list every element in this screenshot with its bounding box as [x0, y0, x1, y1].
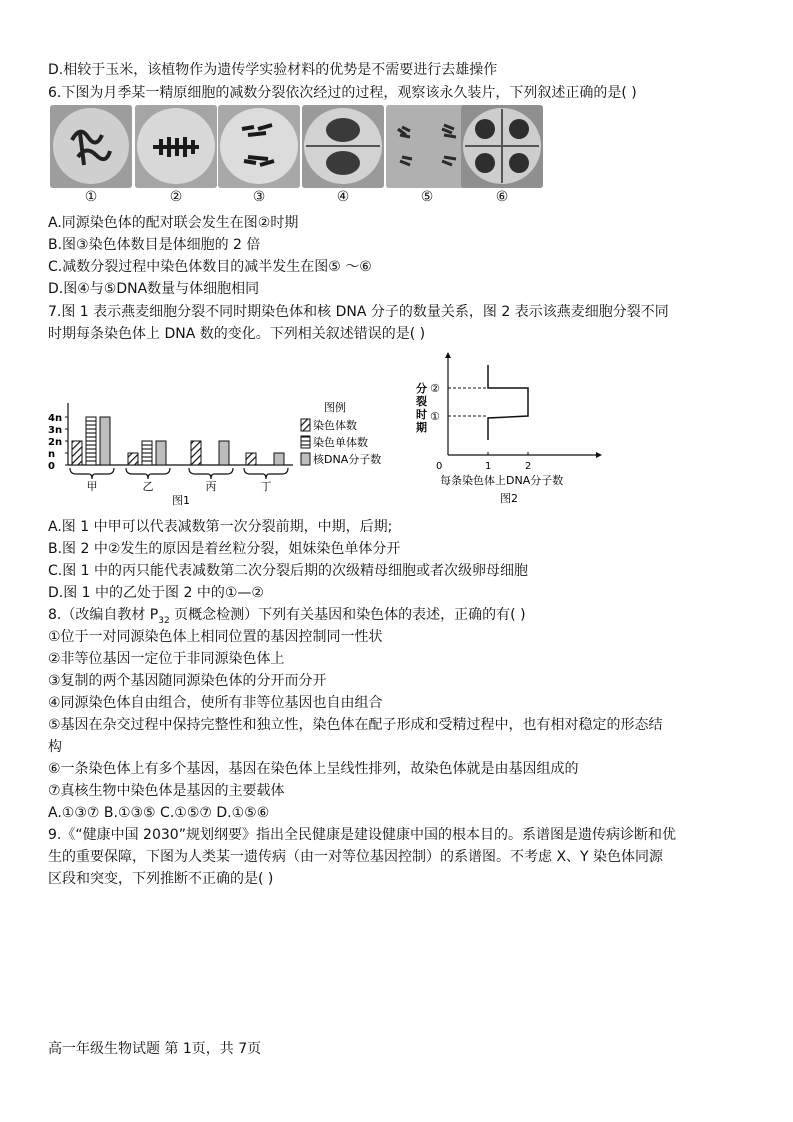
q8-statement-7: ⑦真核生物中染色体是基因的主要载体 [48, 783, 285, 799]
meiosis-photos [50, 105, 543, 188]
q6-option-a: A.同源染色体的配对联会发生在图②时期 [48, 215, 299, 231]
q8-stem: 8.（改编自教材 $P_{32}$ 页概念检测）下列有关基因和染色体的表述，正确的有( ) [48, 607, 526, 626]
figure-2-chart [410, 350, 610, 505]
marker-1: ① [430, 410, 440, 423]
dna-step-line [488, 365, 528, 440]
q5-option-d: D.相较于玉米，该植物作为遗传学实验材料的优势是不需要进行去雄操作 [48, 62, 498, 78]
q8-statement-6: ⑥一条染色体上有多个基因，基因在染色体上呈线性排列，故染色体就是由基因组成的 [48, 761, 579, 777]
y-axis-arrow [445, 352, 451, 358]
bar-核DNA分子数-丙 [219, 441, 229, 465]
legend-swatch [301, 453, 310, 465]
legend-title: 图例 [324, 401, 346, 414]
q9-stem-line1: 9.《“健康中国 2030”规划纲要》指出全民健康是建设健康中国的根本目的。系谱图是遗传病诊断和优 [48, 827, 676, 843]
legend-label: 染色体数 [313, 419, 357, 432]
y-axis-label-char: 裂 [416, 395, 427, 408]
bar-染色体数-丙 [191, 441, 201, 465]
q8-statement-2: ②非等位基因一定位于非同源染色体上 [48, 651, 285, 667]
bar-染色单体数-乙 [142, 441, 152, 465]
figure-1-caption: 图1 [172, 494, 190, 507]
x-axis-label: 每条染色体上DNA分子数 [440, 474, 564, 487]
x-tick-label: 2 [525, 461, 532, 472]
q6-option-d: D.图④与⑤DNA数量与体细胞相同 [48, 281, 260, 297]
q7-option-c: C.图 1 中的丙只能代表减数第二次分裂后期的次级精母细胞或者次级卵母细胞 [48, 563, 529, 579]
q9-stem-line2: 生的重要保障，下图为人类某一遗传病（由一对等位基因控制）的系谱图。不考虑 X、Y 染色体同源 [48, 849, 664, 865]
q7-stem-line2: 时期每条染色体上 DNA 数的变化。下列相关叙述错误的是( ) [48, 326, 426, 342]
group-brace [189, 468, 233, 479]
q7-stem-line1: 7.图 1 表示燕麦细胞分裂不同时期染色体和核 DNA 分子的数量关系，图 2 表示该燕麦细胞分裂不同 [48, 304, 669, 320]
group-brace [126, 468, 170, 479]
y-tick-label: 0 [48, 461, 55, 472]
group-label: 乙 [142, 480, 154, 493]
bar-核DNA分子数-甲 [100, 417, 110, 465]
group-label: 丁 [260, 480, 272, 493]
y-tick-label: 2n [48, 437, 63, 448]
photo-3 [218, 105, 300, 188]
q7-option-b: B.图 2 中②发生的原因是着丝粒分裂，姐妹染色单体分开 [48, 541, 401, 557]
q8-statement-5b: 构 [48, 739, 62, 755]
figure-1 [48, 395, 408, 510]
legend-label: 染色单体数 [313, 436, 368, 449]
marker-2: ② [430, 382, 440, 395]
q8-statement-3: ③复制的两个基因随同源染色体的分开而分开 [48, 673, 327, 689]
legend-label: 核DNA分子数 [313, 453, 382, 466]
photo-5 [386, 105, 468, 188]
bar-核DNA分子数-乙 [156, 441, 166, 465]
group-brace [70, 468, 114, 479]
figure-1-chart [48, 395, 408, 510]
q6-option-c: C.减数分裂过程中染色体数目的减半发生在图⑤ ～⑥ [48, 259, 372, 275]
group-label: 甲 [86, 480, 98, 493]
bar-染色体数-丁 [246, 453, 256, 465]
bar-染色单体数-甲 [86, 417, 96, 465]
q8-statement-5a: ⑤基因在杂交过程中保持完整性和独立性，染色体在配子形成和受精过程中，也有相对稳定的形态结 [48, 717, 663, 733]
q8-options: A.①③⑦ B.①③⑤ C.①⑤⑦ D.①⑤⑥ [48, 805, 270, 821]
bar-核DNA分子数-丁 [274, 453, 284, 465]
q7-option-d: D.图 1 中的乙处于图 2 中的①—② [48, 585, 264, 601]
legend-swatch [301, 419, 310, 431]
q8-statement-4: ④同源染色体自由组合，使所有非等位基因也自由组合 [48, 695, 383, 711]
bar-染色体数-甲 [72, 441, 82, 465]
photo-label-3: ③ [252, 189, 266, 205]
y-axis-label-char: 时 [416, 408, 427, 421]
q9-stem-line3: 区段和突变，下列推断不正确的是( ) [48, 871, 274, 887]
photo-label-2: ② [169, 189, 183, 205]
group-label: 丙 [205, 480, 217, 493]
y-tick-label: 4n [48, 413, 63, 424]
x-tick-label: 1 [485, 461, 492, 472]
y-tick-label: n [48, 449, 56, 460]
y-axis-label-char: 期 [416, 421, 427, 434]
x-axis-arrow [596, 452, 602, 458]
page-footer: 高一年级生物试题 第 1页，共 7页 [48, 1041, 262, 1057]
photo-6 [461, 105, 543, 188]
photo-label-4: ④ [336, 189, 350, 205]
q6-stem: 6.下图为月季某一精原细胞的减数分裂依次经过的过程，观察该永久装片，下列叙述正确的是( ) [48, 85, 637, 101]
q8-statement-1: ①位于一对同源染色体上相同位置的基因控制同一性状 [48, 629, 383, 645]
figure-2-caption: 图2 [500, 492, 518, 505]
y-axis-label-char: 分 [416, 382, 427, 395]
figure-2 [410, 350, 610, 505]
x-tick-label: 0 [436, 461, 443, 472]
legend-swatch [301, 436, 310, 448]
photo-2 [135, 105, 217, 188]
q6-option-b: B.图③染色体数目是体细胞的 2 倍 [48, 237, 261, 253]
photo-label-5: ⑤ [420, 189, 434, 205]
photo-4 [302, 105, 384, 188]
q7-option-a: A.图 1 中甲可以代表减数第一次分裂前期，中期，后期; [48, 519, 393, 535]
bar-染色体数-乙 [128, 453, 138, 465]
photo-label-6: ⑥ [495, 189, 509, 205]
group-brace [244, 468, 288, 479]
photo-label-1: ① [84, 189, 98, 205]
photo-1 [50, 105, 132, 188]
y-tick-label: 3n [48, 425, 63, 436]
